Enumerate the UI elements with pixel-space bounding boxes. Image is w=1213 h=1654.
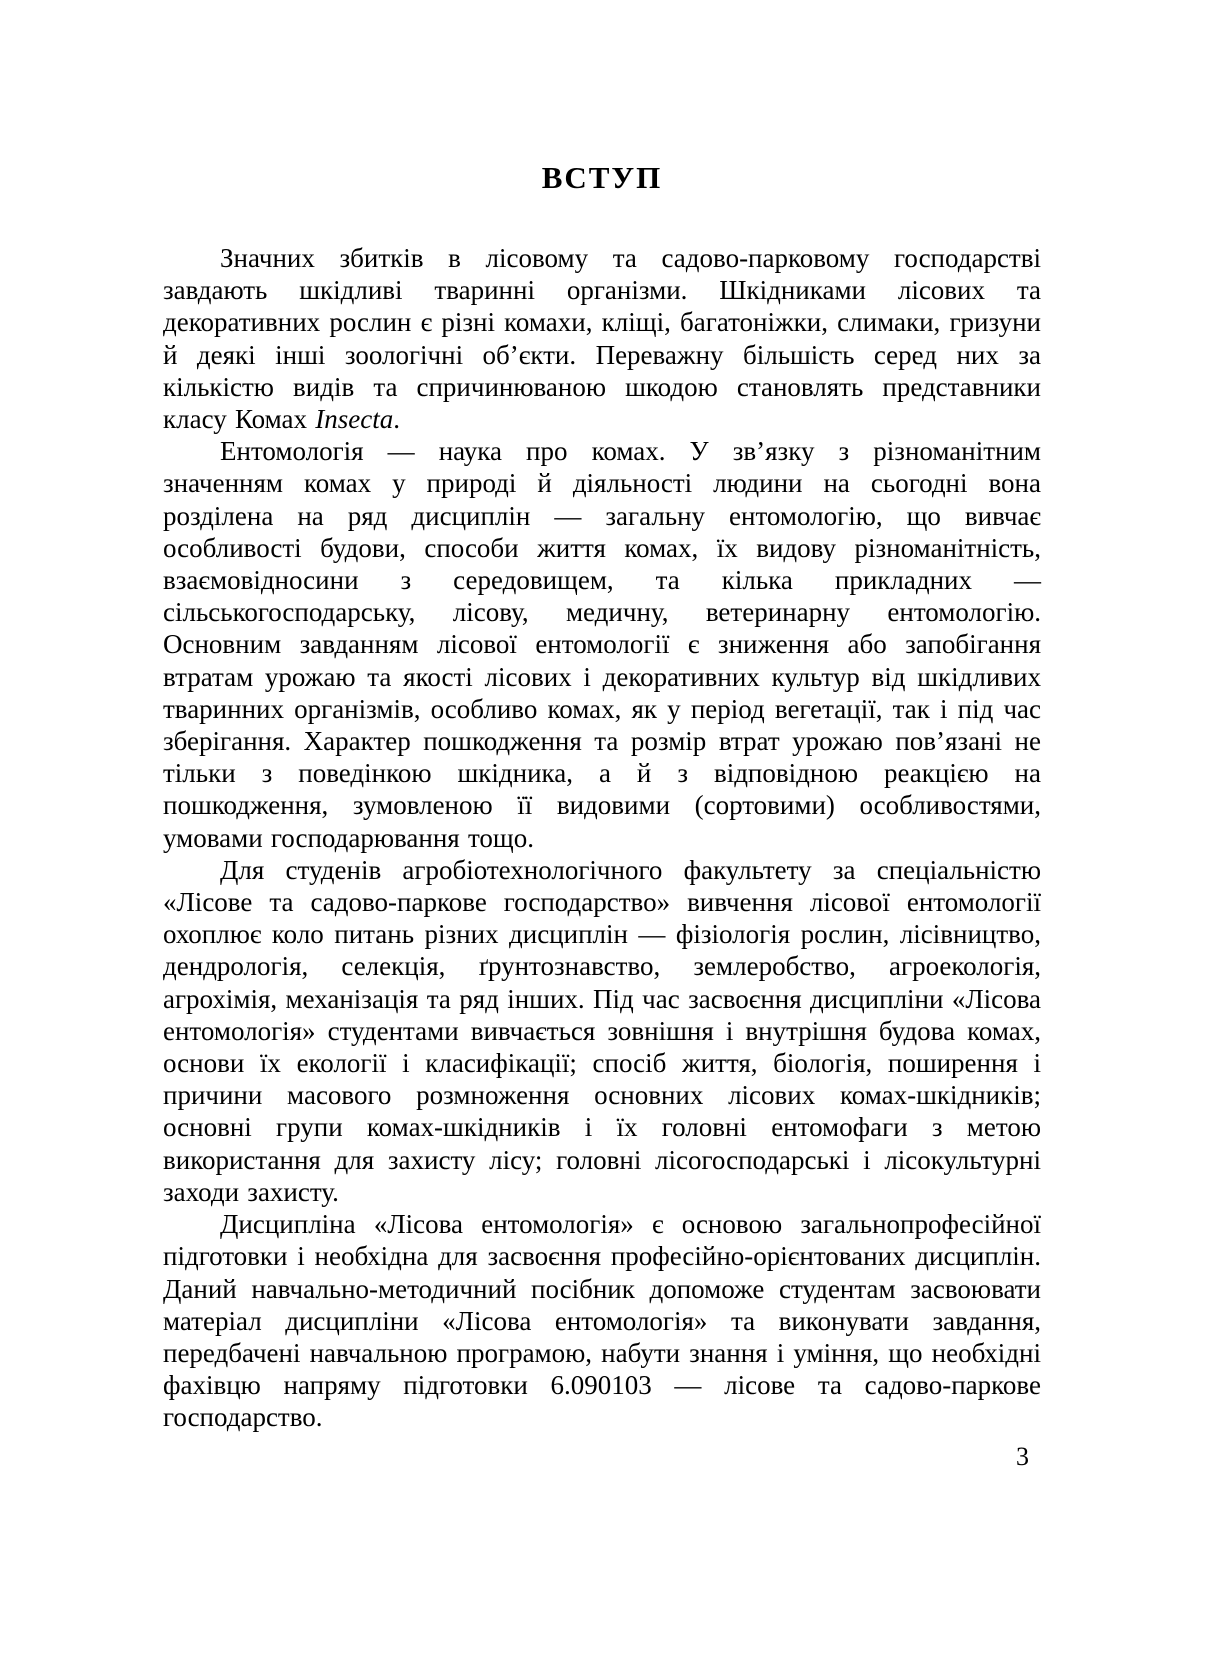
paragraph-text: . <box>393 404 400 435</box>
paragraph: Ентомологія — наука про комах. У зв’язку з різноманітним значенням комах у природі й діяльності людини на сьогодні вона розділена на ряд дисциплін — загальну ентомологію, що вивчає особливості будови, способи життя комах, їх видову різноманітність, взаємовідносини з середовищем, та кілька прикладних — сільськогосподарську, лісову, медичну, ветеринарну ентомологію. Основним завданням лісової ентомології є зниження або запобігання втратам урожаю та якості лісових і декоративних культур від шкідливих тваринних організмів, особливо комах, як у період вегетації, так і під час зберігання. Характер пошкодження та розмір втрат урожаю пов’язані не тільки з поведінкою шкідника, а й з відповідною реакцією на пошкодження, зумовленою її видовими (сортовими) особливостями, умовами господарювання тощо. <box>163 436 1041 853</box>
page-number: 3 <box>1016 1442 1029 1471</box>
text-block <box>163 160 1041 1434</box>
paragraph: Для студенів агробіотехнологічного факультету за спеціальністю «Лісове та садово-паркове господарство» вивчення лісової ентомології охоплює коло питань різних дисциплін — фізіологія рослин, лісівництво, дендрологія, селекція, ґрунтознавство, землеробство, агроекологія, агрохімія, механізація та ряд інших. Під час засвоєння дисципліни «Лісова ентомологія» студентами вивчається зовнішня і внутрішня будова комах, основи їх екології і класифікації; спосіб життя, біологія, поширення і причини масового розмноження основних лісових комах-шкідників; основні групи комах-шкідників і їх головні ентомофаги з метою використання для захисту лісу; головні лісогосподарські і лісокультурні заходи захисту. <box>163 854 1041 1207</box>
page-title: ВСТУП <box>541 160 663 195</box>
paragraph <box>163 242 1041 435</box>
paragraph: Дисципліна «Лісова ентомологія» є основою загальнопрофесійної підготовки і необхідна для засвоєння професійно-орієнтованих дисциплін. Даний навчально-методичний посібник допоможе студентам засвоювати матеріал дисципліни «Лісова ентомологія» та виконувати завдання, передбачені навчальною програмою, набути знання і уміння, що необхідні фахівцю напряму підготовки 6.090103 — лісове та садово-паркове господарство. <box>163 1209 1041 1433</box>
paragraph-text: Значних збитків в лісовому та садово-парковому господарстві завдають шкідливі тваринні організми. Шкідниками лісових та декоративних рослин є різні комахи, кліщі, багатоніжки, слимаки, гризуни й деякі інші зоологічні об’єкти. Переважну більшість серед них за кількістю видів та спричинюваною шкодою становлять представники класу Комах <box>163 243 1041 435</box>
latin-species-term: Insecta <box>315 404 394 435</box>
